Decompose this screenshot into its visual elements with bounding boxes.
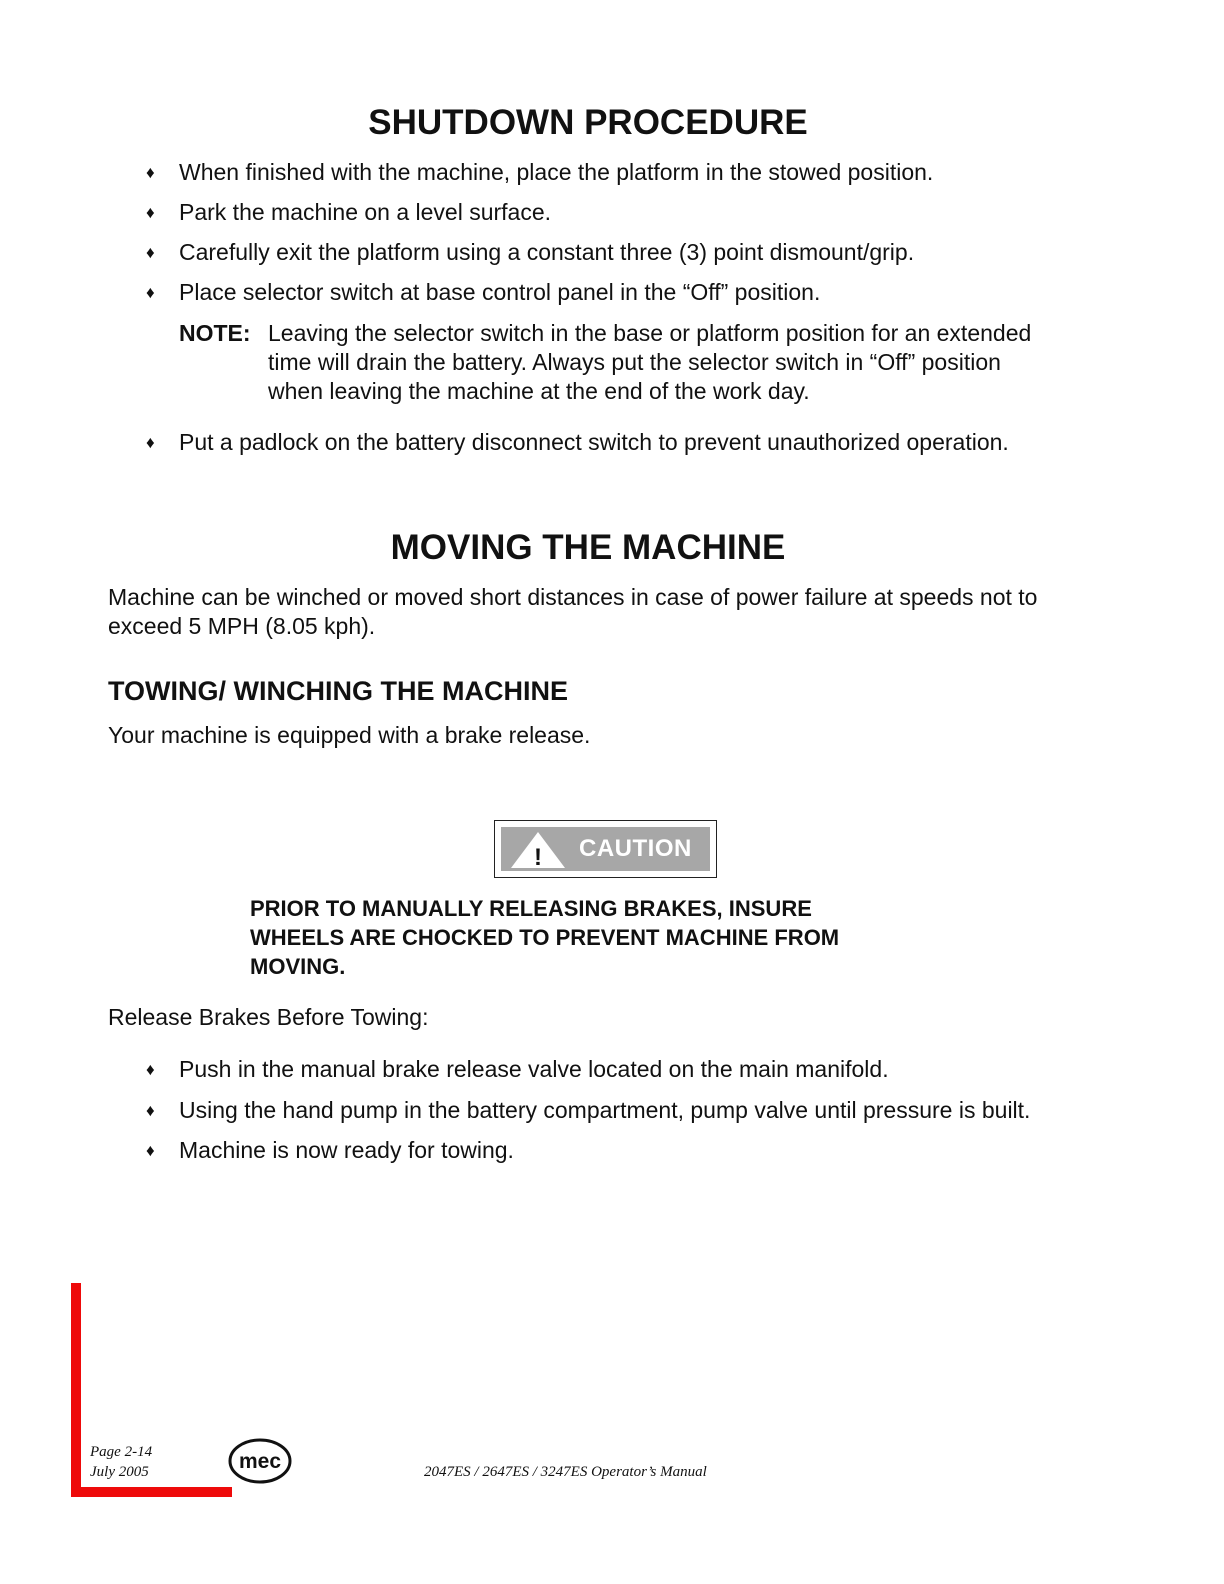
diamond-bullet-icon: ♦	[146, 163, 155, 182]
footer-accent-bar-horizontal	[71, 1487, 232, 1497]
footer-manual-title: 2047ES / 2647ES / 3247ES Operator’s Manual	[424, 1464, 707, 1480]
note-label: NOTE:	[179, 320, 251, 346]
diamond-bullet-icon: ♦	[146, 1060, 155, 1079]
towing-step-text: Push in the manual brake release valve located on the main manifold.	[179, 1056, 889, 1082]
shutdown-bullet-text: Carefully exit the platform using a constant three (3) point dismount/grip.	[179, 239, 915, 265]
release-heading: Release Brakes Before Towing:	[108, 1004, 429, 1030]
warning-glyph: !	[534, 844, 542, 869]
footer-accent-bar-vertical	[71, 1283, 81, 1497]
mec-logo-text: mec	[238, 1450, 282, 1473]
shutdown-title: SHUTDOWN PROCEDURE	[368, 103, 808, 142]
caution-banner	[494, 820, 717, 878]
diamond-bullet-icon: ♦	[146, 243, 155, 262]
caution-banner-fill	[501, 827, 710, 871]
towing-title: TOWING/ WINCHING THE MACHINE	[108, 676, 568, 706]
diamond-bullet-icon: ♦	[146, 433, 155, 452]
shutdown-bullet-text: Park the machine on a level surface.	[179, 199, 552, 225]
note-line: when leaving the machine at the end of the work day.	[268, 378, 810, 404]
moving-title: MOVING THE MACHINE	[390, 528, 786, 567]
diamond-bullet-icon: ♦	[146, 203, 155, 222]
note-line: time will drain the battery. Always put the selector switch in “Off” position	[268, 349, 1001, 375]
warning-triangle-icon	[510, 831, 566, 869]
footer-page-number: Page 2-14	[90, 1444, 153, 1460]
caution-line: WHEELS ARE CHOCKED TO PREVENT MACHINE FROM	[250, 925, 840, 950]
shutdown-bullet-text: Put a padlock on the battery disconnect switch to prevent unauthorized operation.	[179, 429, 1009, 455]
caution-label: CAUTION	[579, 835, 692, 862]
towing-step-text: Machine is now ready for towing.	[179, 1137, 514, 1163]
caution-line: MOVING.	[250, 954, 346, 979]
towing-step-text: Using the hand pump in the battery compartment, pump valve until pressure is built.	[179, 1097, 1031, 1123]
mec-logo-icon	[228, 1437, 292, 1485]
diamond-bullet-icon: ♦	[146, 1141, 155, 1160]
diamond-bullet-icon: ♦	[146, 283, 155, 302]
shutdown-bullet-text: When finished with the machine, place the platform in the stowed position.	[179, 159, 934, 185]
note-line: Leaving the selector switch in the base or platform position for an extended	[268, 320, 1032, 346]
note-body	[268, 319, 1068, 406]
diamond-bullet-icon: ♦	[146, 1101, 155, 1120]
caution-line: PRIOR TO MANUALLY RELEASING BRAKES, INSURE	[250, 896, 812, 921]
moving-intro-line: exceed 5 MPH (8.05 kph).	[108, 613, 376, 639]
moving-intro	[108, 583, 1108, 641]
shutdown-bullet-text: Place selector switch at base control panel in the “Off” position.	[179, 279, 821, 305]
caution-message	[250, 894, 950, 981]
towing-intro: Your machine is equipped with a brake release.	[108, 722, 591, 748]
moving-intro-line: Machine can be winched or moved short distances in case of power failure at speeds not to	[108, 584, 1038, 610]
footer-date: July 2005	[90, 1464, 149, 1480]
